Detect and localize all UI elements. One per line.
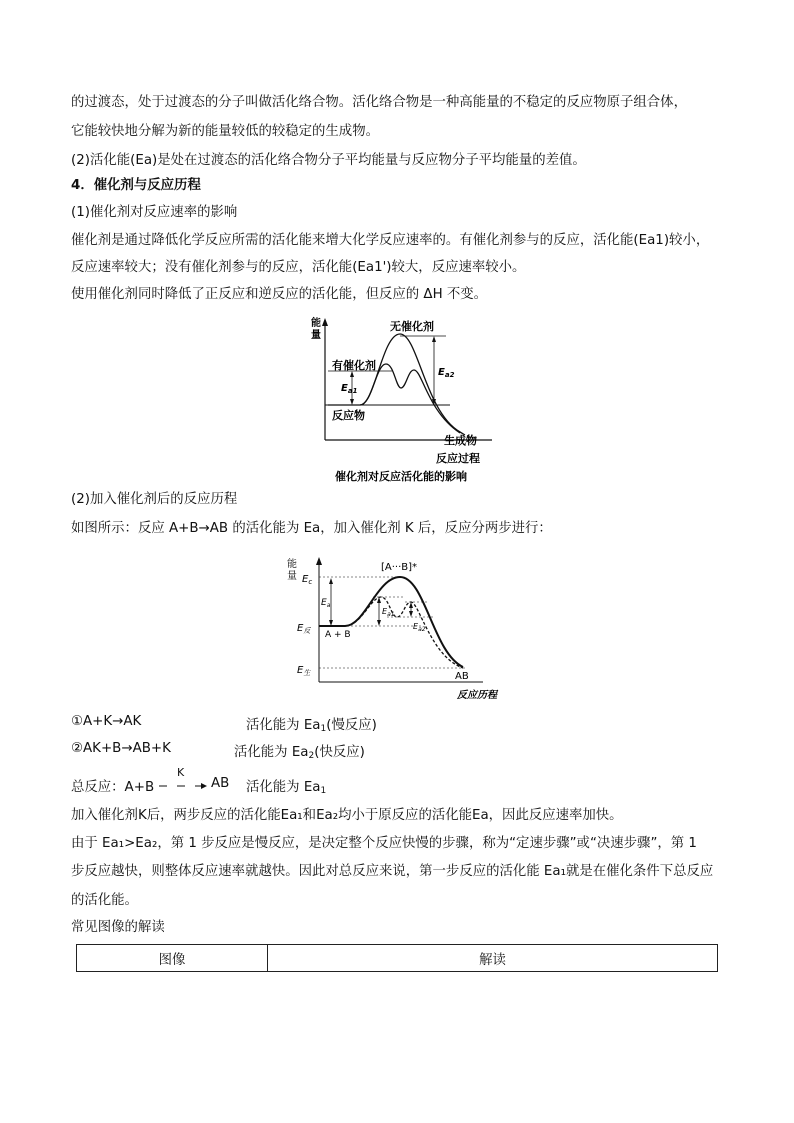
uncatalyzed-curve [319, 577, 463, 667]
total-reaction-energy [246, 776, 326, 796]
reaction-speed-note: (慢反应) [326, 718, 377, 733]
label-ea1: $E_{a1}$ [341, 383, 358, 395]
y-axis-label: 量 [311, 330, 321, 341]
label-no-catalyst: 无催化剂 [390, 320, 434, 333]
reaction-step-1 [71, 714, 141, 729]
x-axis-label: 反应历程 [457, 690, 497, 701]
label-ea: $E_a$ [321, 598, 331, 609]
x-axis-label: 反应过程 [436, 452, 480, 465]
y-axis-arrow [322, 318, 328, 326]
catalyzed-curve [345, 597, 463, 668]
y-axis-label: 量 [287, 571, 297, 582]
total-reaction-product: AB [211, 776, 230, 791]
total-reaction-lhs: 总反应：A+B [71, 780, 155, 795]
paragraph-line: 加入催化剂K后，两步反应的活化能Ea₁和Ea₂均小于原反应的活化能Ea，因此反应速率加快。 [71, 808, 623, 823]
table-header-row [77, 945, 718, 972]
paragraph-line: 的活化能。 [71, 893, 138, 908]
ea2-arrowhead [432, 336, 436, 342]
graph-reading-table [76, 944, 718, 972]
reaction-step-2-energy [234, 741, 365, 761]
paragraph-line: 常见图像的解读 [71, 920, 165, 935]
label-ab: AB [455, 671, 469, 682]
paragraph-line: (2)活化能(Ea)是处在过渡态的活化络合物分子平均能量与反应物分子平均能量的差值。 [71, 153, 586, 168]
table-header-image: 图像 [77, 945, 268, 972]
label-complex: [A···B]* [381, 562, 418, 573]
activation-energy-sub: 1 [320, 786, 327, 796]
catalyst-arrow [159, 766, 211, 796]
figure-catalyst-svg [300, 312, 500, 484]
paragraph-line: 它能较快地分解为新的能量较低的较稳定的生成物。 [71, 124, 379, 139]
ea1-arrowhead [377, 597, 381, 603]
total-reaction [71, 776, 154, 795]
paragraph-line: 由于 Ea₁>Ea₂，第 1 步反应是慢反应，是决定整个反应快慢的步骤，称为“定速步骤”或“决速步骤”，第 1 [71, 836, 697, 851]
y-axis-label: 能 [287, 559, 297, 570]
figure-catalyst-energy [300, 312, 500, 484]
activation-energy-text: 活化能为 Ea [234, 745, 309, 760]
label-ea2: $E_{a2}$ [438, 367, 455, 379]
paragraph-line: 使用催化剂同时降低了正反应和逆反应的活化能，但反应的 ΔH 不变。 [71, 287, 488, 302]
reaction-step-1-energy [246, 714, 377, 734]
subsection-heading: (2)加入催化剂后的反应历程 [71, 492, 238, 507]
label-ea1: $E_{a1}$ [382, 607, 395, 618]
subsection-heading: (1)催化剂对反应速率的影响 [71, 205, 238, 220]
activation-energy-text: 活化能为 Ea [246, 780, 321, 795]
ea1-arrowhead [377, 620, 381, 626]
figure-path-svg [283, 553, 509, 705]
reaction-step-2 [71, 741, 171, 756]
label-e-product: $E_生$ [297, 665, 311, 677]
ea2-arrowhead [409, 611, 413, 617]
label-catalyst: 有催化剂 [332, 359, 376, 372]
activation-energy-text: 活化能为 Ea [246, 718, 321, 733]
table-header-reading: 解读 [268, 945, 718, 972]
label-product: 生成物 [444, 434, 477, 447]
paragraph-line: 反应速率较大；没有催化剂参与的反应，活化能(Ea1')较大，反应速率较小。 [71, 260, 526, 275]
ea-arrowhead [329, 578, 333, 584]
label-reactant: 反应物 [332, 409, 365, 422]
paragraph-line: 步反应越快，则整体反应速率就越快。因此对总反应来说，第一步反应的活化能 Ea₁就是在催化条件下总反应 [71, 864, 714, 879]
catalyst-label: K [177, 766, 185, 779]
paragraph-line: 的过渡态，处于过渡态的分子叫做活化络合物。活化络合物是一种高能量的不稳定的反应物原子组合体， [71, 95, 687, 110]
label-ea2: $E_{a2}$ [413, 622, 426, 633]
reaction-speed-note: (快反应) [314, 745, 365, 760]
activation-energy-sub: 1 [320, 724, 327, 734]
label-ec: $E_c$ [302, 574, 313, 586]
total-reaction-rhs [211, 776, 229, 791]
label-e-reactant: $E_反$ [297, 623, 311, 635]
section-heading: 4．催化剂与反应历程 [71, 178, 201, 193]
activation-energy-sub: 2 [308, 751, 315, 761]
paragraph-line: 催化剂是通过降低化学反应所需的活化能来增大化学反应速率的。有催化剂参与的反应，活化能(Ea1)较小， [71, 233, 710, 248]
figure-caption: 催化剂对反应活化能的影响 [335, 470, 467, 483]
figure-reaction-path [283, 553, 509, 705]
reaction-equation: ②AK+B→AB+K [71, 741, 171, 756]
y-axis-label: 能 [311, 318, 321, 329]
label-a-plus-b: A + B [325, 630, 351, 640]
reaction-equation: ①A+K→AK [71, 714, 142, 729]
total-reaction-arrow [159, 766, 211, 796]
paragraph-line: 如图所示：反应 A+B→AB 的活化能为 Ea，加入催化剂 K 后，反应分两步进行： [71, 521, 552, 536]
y-axis-arrow [316, 557, 322, 565]
ea1-arrowhead [350, 399, 354, 405]
